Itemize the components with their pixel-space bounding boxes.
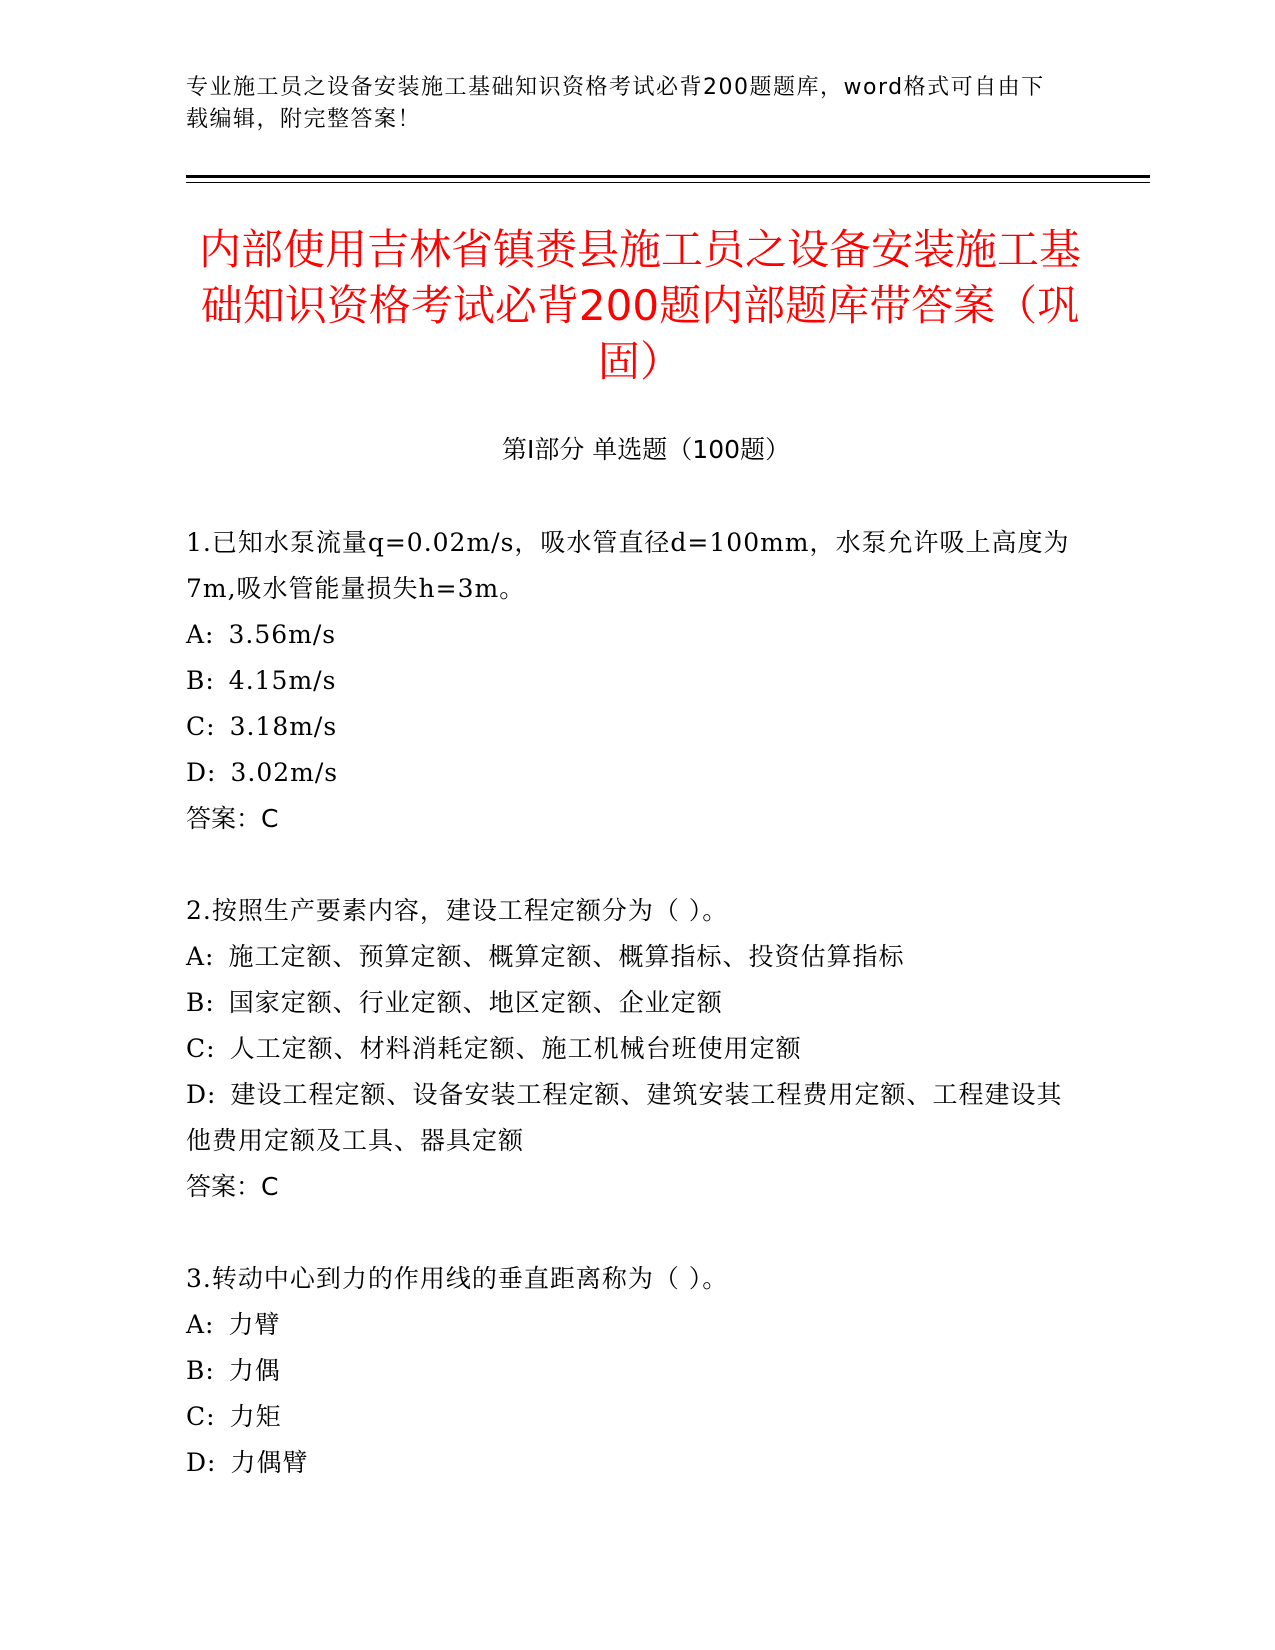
question-text: 3.转动中心到力的作用线的垂直距离称为（ ）。 xyxy=(186,1264,729,1293)
option-a xyxy=(186,934,1086,980)
option-text: 力矩 xyxy=(229,1402,282,1431)
option-label: D: xyxy=(186,1448,217,1477)
option-text: 3.02m/s xyxy=(230,758,339,787)
question-2 xyxy=(186,888,1086,1210)
question-1 xyxy=(186,520,1086,842)
option-text: 4.15m/s xyxy=(228,666,337,695)
option-label: C: xyxy=(186,1034,216,1063)
section-heading: 第Ⅰ部分 单选题（100题） xyxy=(501,435,791,464)
option-text: 3.56m/s xyxy=(228,620,337,649)
option-c xyxy=(186,704,1086,750)
option-text: 人工定额、材料消耗定额、施工机械台班使用定额 xyxy=(229,1034,802,1063)
header-rule-thick xyxy=(186,175,1150,178)
question-text: 2.按照生产要素内容，建设工程定额分为（ ）。 xyxy=(186,896,729,925)
option-label: A: xyxy=(186,1310,215,1339)
question-3 xyxy=(186,1256,1086,1486)
document-title: 内部使用吉林省镇赉县施工员之设备安装施工基础知识资格考试必背200题内部题库带答案（巩固） xyxy=(198,225,1081,386)
question-text: 1.已知水泵流量q=0.02m/s，吸水管直径d=100mm，水泵允许吸上高度为7m,吸水管能量损失h=3m。 xyxy=(186,528,1070,603)
option-text: 3.18m/s xyxy=(229,712,338,741)
option-label: C: xyxy=(186,712,216,741)
option-label: B: xyxy=(186,666,215,695)
option-text: 国家定额、行业定额、地区定额、企业定额 xyxy=(228,988,723,1017)
question-list xyxy=(186,520,1086,1532)
option-label: D: xyxy=(186,758,217,787)
option-text: 施工定额、预算定额、概算定额、概算指标、投资估算指标 xyxy=(228,942,905,971)
option-label: A: xyxy=(186,942,215,971)
option-d xyxy=(186,750,1086,796)
option-label: B: xyxy=(186,1356,215,1385)
header-note: 专业施工员之设备安装施工基础知识资格考试必背200题题库，word格式可自由下载编辑，附完整答案！ xyxy=(186,75,1045,132)
option-c xyxy=(186,1026,1086,1072)
option-a xyxy=(186,612,1086,658)
option-text: 力偶 xyxy=(228,1356,281,1385)
option-text: 力臂 xyxy=(228,1310,281,1339)
option-label: C: xyxy=(186,1402,216,1431)
option-d xyxy=(186,1440,1086,1486)
option-label: D: xyxy=(186,1080,217,1109)
option-b xyxy=(186,1348,1086,1394)
option-b xyxy=(186,980,1086,1026)
option-text: 建设工程定额、设备安装工程定额、建筑安装工程费用定额、工程建设其他费用定额及工具、器具定额 xyxy=(186,1080,1063,1155)
option-d xyxy=(186,1072,1086,1164)
option-label: A: xyxy=(186,620,215,649)
answer-line: 答案：C xyxy=(186,1172,279,1201)
option-c xyxy=(186,1394,1086,1440)
answer-line: 答案：C xyxy=(186,804,279,833)
option-text: 力偶臂 xyxy=(230,1448,309,1477)
header-rule-thin xyxy=(186,182,1150,183)
option-a xyxy=(186,1302,1086,1348)
option-label: B: xyxy=(186,988,215,1017)
option-b xyxy=(186,658,1086,704)
